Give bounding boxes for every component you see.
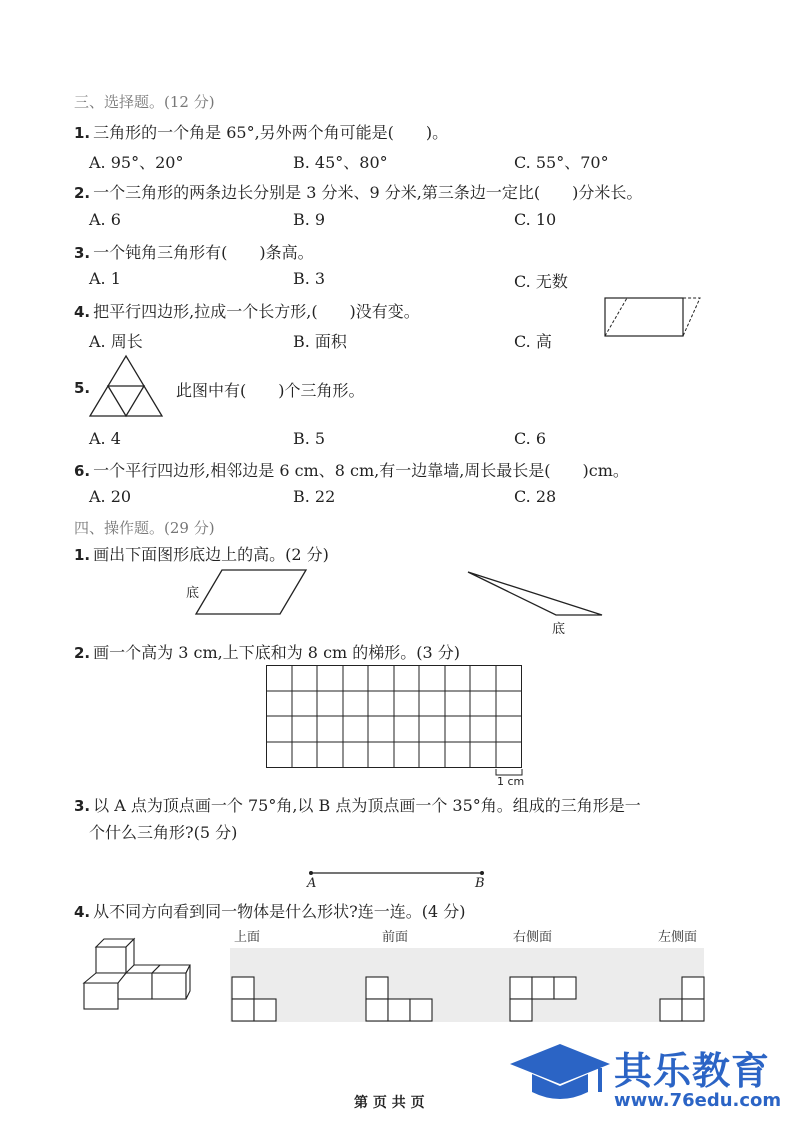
question-text: 一个钝角三角形有( )条高。 — [93, 243, 314, 262]
view-label-right: 右侧面 — [513, 930, 553, 945]
view-top-shape — [230, 975, 280, 1023]
square-grid — [266, 665, 524, 789]
parallelogram-to-rectangle-figure — [600, 296, 704, 340]
option-b: B. 45°、80° — [293, 153, 388, 172]
question-4-1 — [74, 542, 329, 565]
parallelogram-figure — [190, 568, 310, 618]
question-3-6 — [74, 458, 629, 481]
brand-name: 其乐教育 — [614, 1049, 771, 1093]
question-4-3-line1 — [74, 793, 641, 816]
option-b: B. 9 — [293, 210, 326, 229]
option-c: C. 28 — [514, 487, 557, 506]
option-b: B. 22 — [293, 487, 336, 506]
question-4-4 — [74, 899, 465, 922]
question-text: 把平行四边形,拉成一个长方形,( )没有变。 — [93, 302, 420, 321]
view-right-shape — [508, 975, 580, 1023]
question-3-5-text: 此图中有( )个三角形。 — [176, 381, 365, 400]
view-label-front: 前面 — [382, 930, 409, 945]
section-3-heading: 三、选择题。(12 分) — [74, 93, 215, 111]
section-4-heading: 四、操作题。(29 分) — [74, 519, 215, 537]
question-text: 画一个高为 3 cm,上下底和为 8 cm 的梯形。(3 分) — [93, 643, 461, 662]
question-3-2 — [74, 180, 642, 203]
option-a: A. 周长 — [89, 332, 143, 351]
question-number: 3. — [74, 244, 91, 262]
question-number: 2. — [74, 644, 91, 662]
option-b: B. 面积 — [293, 332, 347, 351]
option-a: A. 20 — [89, 487, 132, 506]
option-a: A. 4 — [89, 429, 121, 448]
cube-stack-figure — [82, 935, 192, 1011]
triangle-figure — [88, 354, 164, 418]
question-text: 三角形的一个角是 65°,另外两个角可能是( )。 — [93, 123, 449, 142]
question-text: 一个平行四边形,相邻边是 6 cm、8 cm,有一边靠墙,周长最长是( )cm。 — [93, 461, 629, 480]
option-c: C. 高 — [514, 332, 552, 351]
page-footer: 第 页 共 页 — [354, 1095, 425, 1111]
question-number: 5. — [74, 379, 91, 397]
option-b: B. 5 — [293, 429, 326, 448]
option-b: B. 3 — [293, 269, 326, 288]
views-panel — [230, 948, 704, 1022]
obtuse-triangle-figure — [462, 568, 606, 618]
question-number: 1. — [74, 546, 91, 564]
question-number: 6. — [74, 462, 91, 480]
grid-scale-label: 1 cm — [497, 775, 525, 788]
question-text: 以 A 点为顶点画一个 75°角,以 B 点为顶点画一个 35°角。组成的三角形是一 — [93, 796, 641, 815]
question-text: 画出下面图形底边上的高。(2 分) — [93, 545, 329, 564]
question-number: 2. — [74, 184, 91, 202]
base-label-triangle: 底 — [552, 622, 566, 637]
option-c: C. 55°、70° — [514, 153, 609, 172]
question-number: 1. — [74, 124, 91, 142]
option-a: A. 6 — [89, 210, 121, 229]
question-3-4 — [74, 299, 420, 322]
view-label-top: 上面 — [234, 930, 261, 945]
question-3-3 — [74, 240, 314, 263]
option-a: A. 95°、20° — [89, 153, 184, 172]
question-text: 从不同方向看到同一物体是什么形状?连一连。(4 分) — [93, 902, 466, 921]
graduation-cap-icon — [508, 1040, 612, 1102]
view-front-shape — [364, 975, 436, 1023]
question-number: 4. — [74, 903, 91, 921]
question-text: 一个三角形的两条边长分别是 3 分米、9 分米,第三条边一定比( )分米长。 — [93, 183, 643, 202]
option-a: A. 1 — [89, 269, 121, 288]
question-number: 4. — [74, 303, 91, 321]
question-number: 3. — [74, 797, 91, 815]
brand-url: www.76edu.com — [614, 1090, 782, 1111]
point-b-label: B — [475, 876, 485, 891]
base-label-parallelogram: 底 — [186, 586, 200, 601]
view-left-shape — [658, 975, 708, 1023]
question-4-3-line2: 个什么三角形?(5 分) — [89, 823, 238, 842]
point-a-label: A — [307, 876, 317, 891]
view-label-left: 左侧面 — [658, 930, 698, 945]
question-4-2 — [74, 640, 460, 663]
option-c: C. 10 — [514, 210, 557, 229]
option-c: C. 6 — [514, 429, 547, 448]
segment-ab — [308, 868, 486, 878]
question-3-1 — [74, 120, 448, 143]
option-c: C. 无数 — [514, 272, 568, 291]
